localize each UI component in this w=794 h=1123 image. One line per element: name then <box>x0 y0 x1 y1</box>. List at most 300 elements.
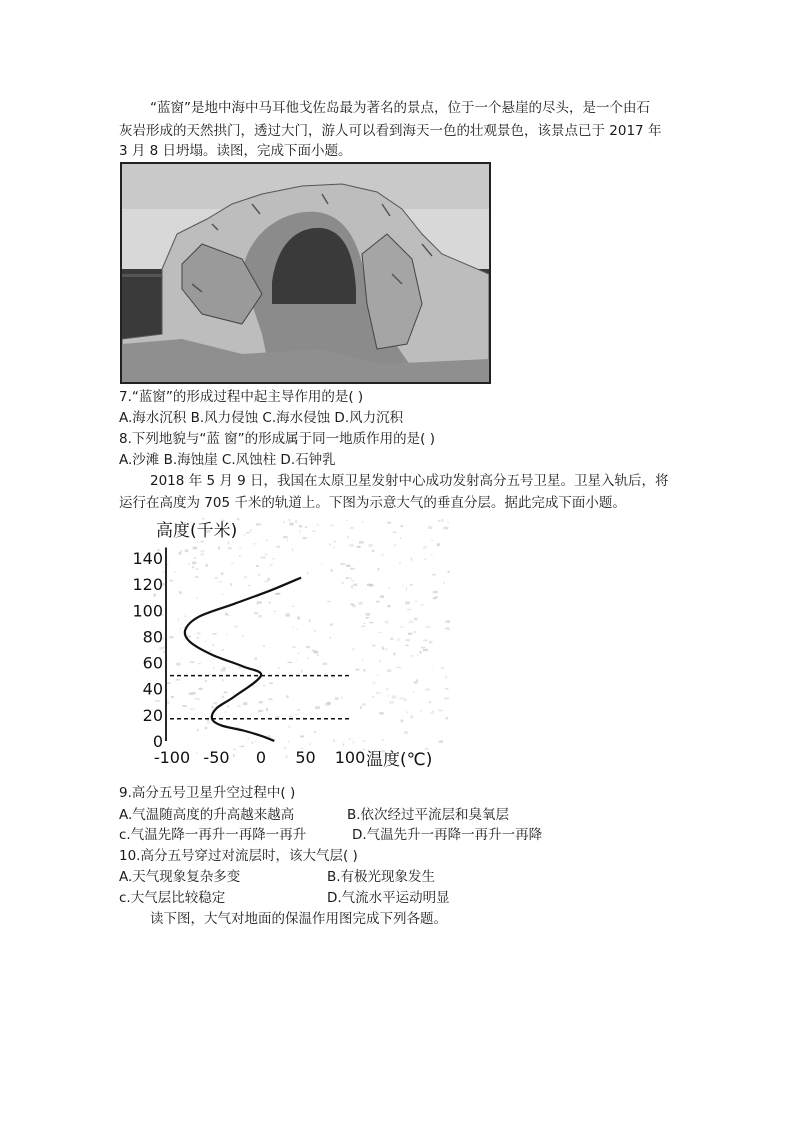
noise-speck <box>181 550 182 553</box>
y-tick-label: 120 <box>132 575 163 595</box>
noise-speck <box>398 638 400 641</box>
q9-option-c: c.气温先降一再升一再降一再升 <box>119 827 307 843</box>
y-tick-label: 40 <box>142 679 163 699</box>
noise-speck <box>288 519 291 521</box>
q9-option-d: D.气温先升一再降一再升一再降 <box>352 827 543 843</box>
noise-speck <box>362 659 363 661</box>
noise-speck <box>426 626 431 628</box>
noise-speck <box>333 740 335 742</box>
noise-speck <box>229 667 231 668</box>
noise-speck <box>379 660 381 662</box>
noise-speck <box>293 626 294 627</box>
y-tick-label: 140 <box>132 549 163 568</box>
noise-speck <box>388 587 390 588</box>
noise-speck <box>196 751 197 754</box>
noise-speck <box>442 519 443 521</box>
x-axis-ticks <box>154 748 365 767</box>
noise-speck <box>387 669 391 672</box>
noise-speck <box>399 562 401 565</box>
noise-speck <box>167 702 170 704</box>
noise-speck <box>283 536 288 538</box>
noise-speck <box>445 676 447 678</box>
noise-speck <box>263 685 266 687</box>
noise-speck <box>256 523 261 525</box>
noise-speck <box>310 743 311 746</box>
x-tick-label: 0 <box>255 748 267 767</box>
noise-speck <box>239 555 241 557</box>
noise-speck <box>376 692 379 694</box>
noise-speck <box>403 698 406 701</box>
noise-speck <box>352 605 355 608</box>
noise-speck <box>265 554 267 556</box>
noise-speck <box>326 677 329 678</box>
noise-speck <box>302 537 307 539</box>
noise-speck <box>347 536 348 538</box>
noise-speck <box>292 647 296 648</box>
x-tick-label: -100 <box>153 748 191 767</box>
noise-speck <box>408 633 412 635</box>
noise-speck <box>330 624 333 626</box>
noise-speck <box>312 531 315 532</box>
noise-speck <box>437 543 440 546</box>
noise-speck <box>408 622 411 623</box>
noise-speck <box>179 591 182 593</box>
noise-speck <box>358 602 363 605</box>
noise-speck <box>404 731 408 734</box>
noise-speck <box>377 568 379 570</box>
q9-option-a: A.气温随高度的升高越来越高 <box>119 807 295 823</box>
noise-speck <box>171 696 174 698</box>
q8-options: A.沙滩 B.海蚀崖 C.风蚀柱 D.石钟乳 <box>119 452 336 468</box>
noise-speck <box>411 558 412 561</box>
noise-speck <box>213 633 217 635</box>
q9-stem: 9.高分五号卫星升空过程中( ) <box>119 785 296 801</box>
noise-speck <box>362 703 366 705</box>
noise-speck <box>297 628 298 630</box>
noise-speck <box>225 613 228 616</box>
noise-speck <box>207 720 209 722</box>
noise-speck <box>353 741 355 744</box>
noise-speck <box>169 636 173 639</box>
temperature-curve <box>185 578 301 741</box>
noise-speck <box>393 532 397 533</box>
noise-speck <box>387 522 391 524</box>
noise-speck <box>284 747 286 749</box>
outro-text: 读下图，大气对地面的保温作用图完成下列各题。 <box>150 911 447 927</box>
noise-speck <box>388 695 389 697</box>
noise-speck <box>258 710 263 712</box>
noise-speck <box>187 636 191 638</box>
noise-speck <box>225 711 227 713</box>
noise-speck <box>433 591 438 593</box>
blue-window-photo <box>120 162 491 384</box>
noise-speck <box>300 736 304 738</box>
q9-option-b: B.依次经过平流层和臭氧层 <box>347 807 510 823</box>
noise-speck <box>207 723 211 724</box>
noise-speck <box>330 637 332 639</box>
noise-speck <box>198 663 201 664</box>
noise-speck <box>176 679 181 681</box>
noise-speck <box>382 554 384 557</box>
noise-speck <box>419 651 422 654</box>
noise-speck <box>222 594 224 595</box>
x-tick-label: 100 <box>334 748 366 767</box>
noise-speck <box>286 614 290 617</box>
noise-speck <box>154 594 156 597</box>
noise-speck <box>233 749 236 750</box>
noise-speck <box>385 621 389 624</box>
noise-speck <box>228 547 232 549</box>
noise-speck <box>190 661 194 663</box>
q10-stem: 10.高分五号穿过对流层时，该大气层( ) <box>119 848 358 864</box>
noise-speck <box>237 706 241 707</box>
y-tick-label: 60 <box>142 653 163 673</box>
noise-speck <box>330 569 333 571</box>
noise-speck <box>231 563 234 564</box>
noise-speck <box>380 693 382 694</box>
noise-speck <box>184 615 186 617</box>
noise-speck <box>402 585 403 587</box>
noise-speck <box>243 702 248 705</box>
noise-speck <box>351 585 353 588</box>
noise-speck <box>315 706 320 709</box>
noise-speck <box>411 655 414 656</box>
noise-speck <box>309 619 311 622</box>
noise-speck <box>254 612 257 614</box>
noise-speck <box>432 711 435 712</box>
noise-speck <box>284 521 285 523</box>
noise-speck <box>212 706 214 709</box>
noise-speck <box>189 692 194 695</box>
noise-speck <box>314 731 316 733</box>
noise-speck <box>334 540 337 542</box>
noise-speck <box>244 576 247 578</box>
noise-speck <box>313 651 318 654</box>
noise-speck <box>264 581 269 582</box>
noise-speck <box>256 565 258 567</box>
noise-speck <box>260 666 261 668</box>
noise-speck <box>205 680 207 683</box>
noise-speck <box>192 561 196 564</box>
noise-speck <box>205 727 208 729</box>
noise-speck <box>244 534 245 536</box>
noise-speck <box>390 701 394 703</box>
noise-speck <box>272 558 275 559</box>
noise-speck <box>288 662 293 663</box>
noise-speck <box>163 651 165 653</box>
noise-speck <box>269 698 273 700</box>
noise-speck <box>278 667 280 669</box>
noise-speck <box>239 667 242 669</box>
noise-speck <box>423 546 427 548</box>
noise-speck <box>376 601 380 603</box>
noise-speck <box>372 645 375 647</box>
noise-speck <box>363 669 365 672</box>
noise-speck <box>234 626 237 628</box>
noise-speck <box>200 550 204 552</box>
noise-speck <box>258 573 260 576</box>
noise-speck <box>250 529 251 532</box>
noise-speck <box>346 577 349 579</box>
noise-speck <box>335 698 339 700</box>
noise-speck <box>410 716 413 719</box>
noise-speck <box>196 698 198 699</box>
noise-speck <box>197 637 199 638</box>
noise-speck <box>276 716 280 718</box>
noise-speck <box>410 584 413 586</box>
noise-speck <box>298 653 300 655</box>
noise-speck <box>430 713 434 715</box>
noise-speck <box>266 709 268 712</box>
atmosphere-layer-chart <box>118 516 450 774</box>
noise-speck <box>442 667 444 669</box>
noise-speck <box>399 697 403 699</box>
noise-speck <box>353 649 355 651</box>
noise-speck <box>446 717 449 719</box>
y-axis-label: 高度(千米) <box>156 521 238 541</box>
noise-speck <box>269 683 273 685</box>
noise-speck <box>444 527 449 530</box>
noise-speck <box>286 756 288 758</box>
noise-speck <box>346 565 350 567</box>
noise-speck <box>401 525 404 527</box>
noise-speck <box>438 520 441 522</box>
noise-speck <box>448 571 451 573</box>
noise-speck <box>414 631 416 633</box>
noise-speck <box>373 682 376 683</box>
noise-speck <box>247 738 249 740</box>
noise-speck <box>349 739 350 740</box>
noise-speck <box>386 688 388 690</box>
noise-speck <box>269 602 271 604</box>
noise-speck <box>196 597 198 599</box>
noise-speck <box>176 663 180 666</box>
noise-speck <box>255 657 257 660</box>
noise-speck <box>397 667 402 668</box>
noise-speck <box>219 581 223 582</box>
noise-speck <box>297 616 300 619</box>
noise-speck <box>265 540 268 542</box>
noise-speck <box>421 604 424 605</box>
noise-speck <box>388 605 391 607</box>
noise-speck <box>357 546 361 548</box>
noise-speck <box>194 557 196 559</box>
noise-speck <box>301 670 303 673</box>
noise-speck <box>350 568 355 570</box>
intro-line-1: “蓝窗”是地中海中马耳他戈佐岛最为著名的景点，位于一个悬崖的尽头，是一个由石 <box>150 100 650 116</box>
noise-speck <box>412 621 413 622</box>
satellite-line-2: 运行在高度为 705 千米的轨道上。下图为示意大气的垂直分层。据此完成下面小题。 <box>119 495 626 511</box>
noise-speck <box>382 648 384 650</box>
noise-speck <box>251 741 254 744</box>
noise-speck <box>429 701 432 703</box>
noise-speck <box>327 702 331 705</box>
noise-speck <box>215 577 218 579</box>
noise-speck <box>406 588 407 591</box>
intro-line-3: 3 月 8 日坍塌。读图，完成下面小题。 <box>119 143 352 159</box>
noise-speck <box>423 640 427 642</box>
noise-speck <box>185 550 189 553</box>
noise-speck <box>299 531 301 533</box>
noise-speck <box>425 558 427 560</box>
noise-speck <box>307 572 308 575</box>
noise-speck <box>286 695 288 698</box>
noise-speck <box>360 706 362 709</box>
q10-option-c: c.大气层比较稳定 <box>119 890 226 906</box>
noise-speck <box>257 601 262 604</box>
noise-speck <box>270 564 273 565</box>
noise-speck <box>199 688 203 690</box>
atmosphere-chart-svg <box>118 516 450 774</box>
noise-speck <box>209 674 211 675</box>
noise-speck <box>253 685 254 688</box>
noise-speck <box>448 521 449 523</box>
noise-speck <box>193 547 197 550</box>
noise-speck <box>346 520 347 521</box>
noise-speck <box>382 646 384 648</box>
noise-speck <box>167 701 169 702</box>
noise-speck <box>292 606 295 607</box>
noise-speck <box>239 548 241 549</box>
noise-speck <box>198 699 200 701</box>
noise-speck <box>210 650 211 652</box>
noise-speck <box>362 521 364 522</box>
noise-speck <box>343 743 344 745</box>
noise-speck <box>407 712 408 713</box>
noise-speck <box>178 618 179 620</box>
noise-speck <box>350 577 352 579</box>
noise-speck <box>246 532 250 533</box>
noise-speck <box>349 544 354 547</box>
noise-speck <box>438 710 443 712</box>
q10-option-b: B.有极光现象发生 <box>327 869 436 885</box>
noise-speck <box>359 541 364 544</box>
noise-speck <box>330 525 333 526</box>
intro-line-2: 灰岩形成的天然拱门，透过大门，游人可以看到海天一色的壮观景色，该景点已于 2017 年 <box>119 123 662 139</box>
noise-speck <box>255 740 256 741</box>
noise-speck <box>423 649 428 651</box>
noise-speck <box>400 538 401 540</box>
noise-speck <box>221 572 224 575</box>
noise-speck <box>197 729 199 731</box>
noise-speck <box>239 746 243 747</box>
noise-speck <box>268 578 270 581</box>
chart-background-noise <box>154 518 451 759</box>
noise-speck <box>413 691 414 693</box>
noise-speck <box>288 741 289 743</box>
noise-speck <box>379 632 382 633</box>
noise-speck <box>405 645 408 646</box>
noise-speck <box>417 654 418 655</box>
noise-speck <box>248 585 251 586</box>
noise-speck <box>242 635 244 636</box>
noise-speck <box>379 712 383 715</box>
noise-speck <box>204 641 206 642</box>
noise-speck <box>372 696 374 697</box>
noise-speck <box>407 609 411 610</box>
noise-speck <box>425 689 430 691</box>
noise-speck <box>330 543 331 546</box>
noise-speck <box>317 654 319 656</box>
noise-speck <box>363 623 365 624</box>
noise-speck <box>253 543 257 544</box>
x-axis-label: 温度(℃) <box>366 750 433 770</box>
noise-speck <box>342 582 344 583</box>
noise-speck <box>197 632 201 634</box>
noise-speck <box>394 545 396 546</box>
noise-speck <box>212 645 214 646</box>
noise-speck <box>400 720 403 723</box>
noise-speck <box>340 563 345 565</box>
noise-speck <box>306 646 310 648</box>
noise-speck <box>400 626 403 628</box>
noise-speck <box>295 714 297 715</box>
noise-speck <box>174 571 176 573</box>
noise-speck <box>155 700 160 702</box>
y-axis-ticks <box>132 549 163 751</box>
noise-speck <box>382 739 383 742</box>
noise-speck <box>277 593 281 595</box>
noise-speck <box>333 547 335 549</box>
noise-speck <box>196 569 199 570</box>
noise-speck <box>414 618 417 620</box>
noise-speck <box>263 645 265 647</box>
noise-speck <box>314 630 316 632</box>
noise-speck <box>432 669 433 670</box>
noise-speck <box>192 566 195 568</box>
noise-speck <box>297 709 300 711</box>
y-tick-label: 100 <box>132 601 163 621</box>
q10-option-a: A.天气现象复杂多变 <box>119 869 241 885</box>
noise-speck <box>289 523 293 526</box>
noise-speck <box>350 527 354 529</box>
noise-speck <box>444 697 449 699</box>
noise-speck <box>386 648 388 651</box>
noise-speck <box>431 539 433 540</box>
noise-speck <box>341 697 343 699</box>
noise-speck <box>233 660 234 662</box>
noise-speck <box>226 634 227 635</box>
noise-speck <box>390 638 393 640</box>
x-tick-label: -50 <box>203 748 230 767</box>
noise-speck <box>361 626 365 628</box>
noise-speck <box>277 546 280 548</box>
noise-speck <box>188 564 190 565</box>
noise-speck <box>323 663 328 666</box>
noise-speck <box>228 542 229 545</box>
noise-speck <box>202 518 206 519</box>
q7-options: A.海水沉积 B.风力侵蚀 C.海水侵蚀 D.风力沉积 <box>119 410 404 426</box>
noise-speck <box>420 710 421 712</box>
noise-speck <box>415 601 417 603</box>
noise-speck <box>372 550 374 553</box>
noise-speck <box>287 539 289 540</box>
noise-speck <box>393 653 395 656</box>
noise-speck <box>261 557 266 559</box>
noise-speck <box>289 726 290 728</box>
noise-speck <box>222 679 224 681</box>
noise-speck <box>406 639 410 641</box>
noise-speck <box>432 574 436 575</box>
noise-speck <box>224 691 228 693</box>
noise-speck <box>180 628 182 629</box>
noise-speck <box>445 688 449 690</box>
noise-speck <box>274 611 276 612</box>
noise-speck <box>433 597 437 599</box>
noise-speck <box>353 584 357 587</box>
noise-speck <box>317 524 319 526</box>
noise-speck <box>214 702 218 704</box>
